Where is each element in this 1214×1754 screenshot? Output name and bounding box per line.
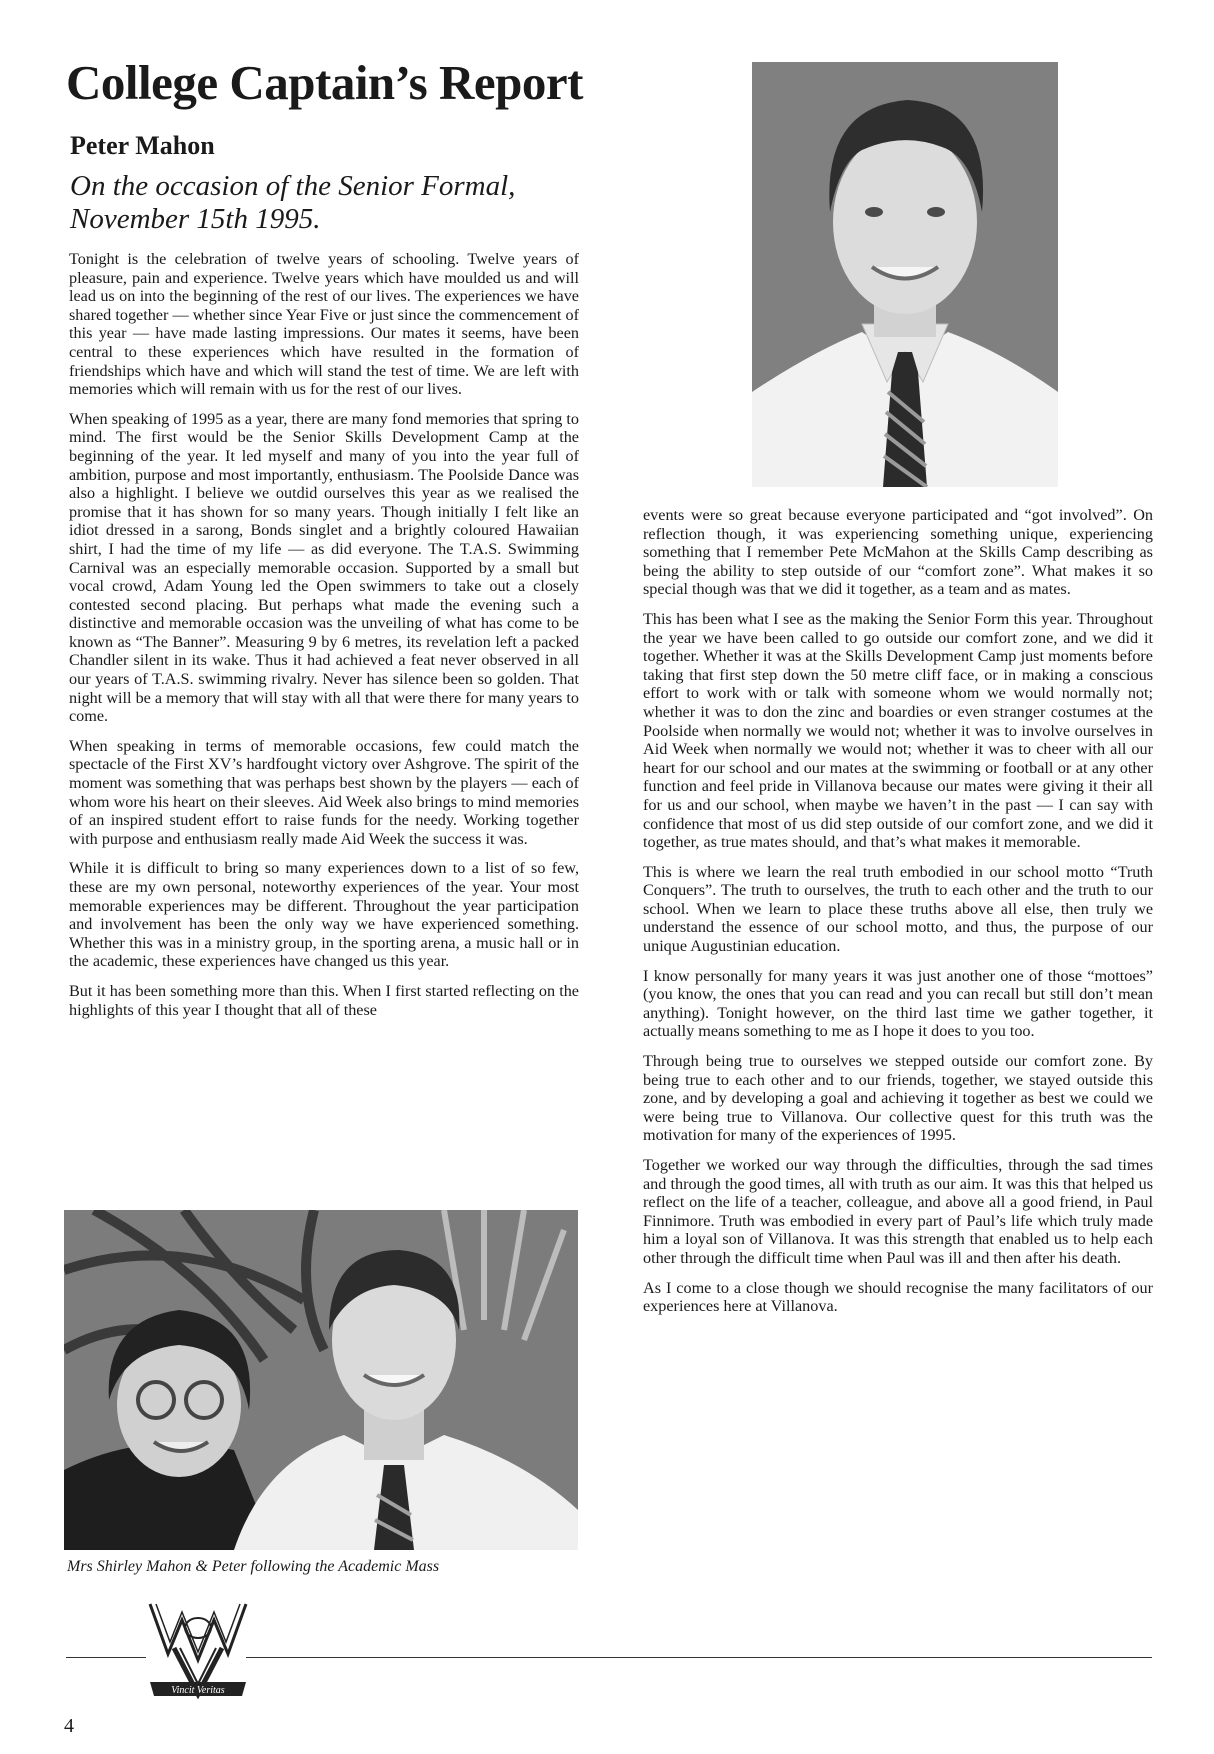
article-left-column	[69, 250, 579, 1030]
academic-mass-illustration	[64, 1210, 578, 1550]
occasion-line: On the occasion of the Senior Formal,	[70, 170, 516, 202]
article-paragraph: When speaking of 1995 as a year, there are many fond memories that spring to mind. The first would be the Senior Skills Development Camp at the beginning of the year. It led myself and many of you into the year full of ambition, purpose and most importantly, enthusiasm. The Poolside Dance was also a highlight. I believe we outdid ourselves this year as we realised the promise that it has shown for so many years. Though initially I felt like an idiot dressed in a sarong, Bonds singlet and a brightly coloured Hawaiian shirt, I had the time of my life — as did everyone. The T.A.S. Swimming Carnival was an especially memorable occasion. Supported by a small but vocal crowd, Adam Young led the Open swimmers to take out a closely contested second placing. But perhaps what made the evening such a distinctive and memorable occasion was the unveiling of what has come to be known as “The Banner”. Measuring 9 by 6 metres, its revelation left a packed Chandler silent in its wake. Thus it had achieved a feat never observed in all our years of T.A.S. swimming rivalry. Never has silence been so golden. That night will be a memory that will stay with all that were there for many years to come.	[69, 409, 579, 726]
villanova-crest-icon	[146, 1598, 250, 1708]
article-paragraph: Together we worked our way through the difficulties, through the sad times and through the good times, all with truth as our aim. It was this that helped us reflect on the life of a teacher, colleague, and above all a good friend, in Paul Finnimore. Truth was embodied in every part of Paul’s life which truly made him a loyal son of Villanova. It was this strength that enabled us to help each other through the difficult time when Paul was ill and then after his death.	[643, 1156, 1153, 1267]
article-paragraph: When speaking in terms of memorable occasions, few could match the spectacle of the First XV’s hardfought victory over Ashgrove. The spirit of the moment was something that was perhaps best shown by the players — each of whom wore his heart on their sleeves. Aid Week also brings to mind memories of an inspired student effort to raise funds for the needy. Working together with purpose and enthusiasm really made Aid Week the success it was.	[69, 736, 579, 848]
article-paragraph: Through being true to ourselves we stepped outside our comfort zone. By being true to each other and to our friends, together, we stayed outside this zone, and by developing a goal and achieving it together as best we could we were being true to Villanova. Our collective quest for this truth was the motivation for many of the experiences of 1995.	[643, 1052, 1153, 1145]
footer-rule-left	[66, 1657, 146, 1658]
article-paragraph: This is where we learn the real truth embodied in our school motto “Truth Conquers”. The truth to ourselves, the truth to each other and the truth to our school. When we learn to place these truths above all else, then truly we understand the essence of our school motto, and thus, the purpose of our unique Augustinian education.	[643, 862, 1153, 956]
footer-rule-right	[246, 1657, 1152, 1658]
article-paragraph: While it is difficult to bring so many experiences down to a list of so few, these are my own personal, noteworthy experiences of the year. Your most memorable experiences may be different. Throughout the year participation and involvement has been the only way we have experienced something. Whether this was in a ministry group, in the sporting arena, a music hall or in the academic, these experiences have changed us this year.	[69, 859, 579, 971]
portrait-illustration	[752, 62, 1058, 487]
page-title: College Captain’s Report	[66, 55, 583, 110]
occasion-line: November 15th 1995.	[70, 202, 321, 235]
article-paragraph: This has been what I see as the making the Senior Form this year. Throughout the year we have been called to go outside our comfort zone, and we did it together. Whether it was at the Skills Development Camp just moments before taking that first step down the 50 metre cliff face, or in making a conscious effort to work with or talk with someone whom we would normally not; whether it was to don the zinc and boardies or even stranger costumes at the Poolside when normally we would not; whether it was to involve ourselves in Aid Week when normally we would not; whether it was to cheer with all our heart for our school and our mates at the swimming or football or at any other function and feel pride in Villanova because our mates were giving it their all for us and our school, when maybe we haven’t in the past — I can say with confidence that most of us did step outside of our comfort zone, and we did it together, as true mates should, and that’s what makes it memorable.	[643, 609, 1153, 852]
crest-graphic	[146, 1598, 250, 1708]
page-number: 4	[64, 1715, 74, 1737]
photo-caption: Mrs Shirley Mahon & Peter following the Academic Mass	[67, 1558, 440, 1575]
crest-motto: Vincit Veritas	[171, 1685, 225, 1696]
author-name: Peter Mahon	[70, 131, 215, 160]
article-paragraph: But it has been something more than this. When I first started reflecting on the highlights of this year I thought that all of these	[69, 981, 579, 1019]
article-paragraph: Tonight is the celebration of twelve years of schooling. Twelve years of pleasure, pain and experience. Twelve years which have moulded us and will lead us on into the beginning of the rest of our lives. The experiences we have shared together — whether since Year Five or just since the commencement of this year — have made lasting impressions. Our mates it seems, have been central to these experiences which have resulted in the formation of friendships which have and which will stand the test of time. We are left with memories which will remain with us for the rest of our lives.	[69, 250, 579, 399]
article-paragraph: As I come to a close though we should recognise the many facilitators of our experiences here at Villanova.	[643, 1278, 1153, 1316]
article-paragraph: events were so great because everyone participated and “got involved”. On reflection though, it was experiencing something unique, experiencing something that I remember Pete McMahon at the Skills Camp describing as being the ability to step outside of our “comfort zone”. What makes it so special though was that we did it together, as a team and as mates.	[643, 506, 1153, 599]
academic-mass-photo	[64, 1210, 578, 1550]
occasion-subtitle	[70, 170, 590, 236]
portrait-photo	[752, 62, 1058, 487]
article-right-column	[643, 506, 1153, 1327]
article-paragraph: I know personally for many years it was just another one of those “mottoes” (you know, the ones that you can read and you can recall but still don’t mean anything). Tonight however, on the third last time we gather together, it actually means something to me as I hope it does to you too.	[643, 966, 1153, 1041]
